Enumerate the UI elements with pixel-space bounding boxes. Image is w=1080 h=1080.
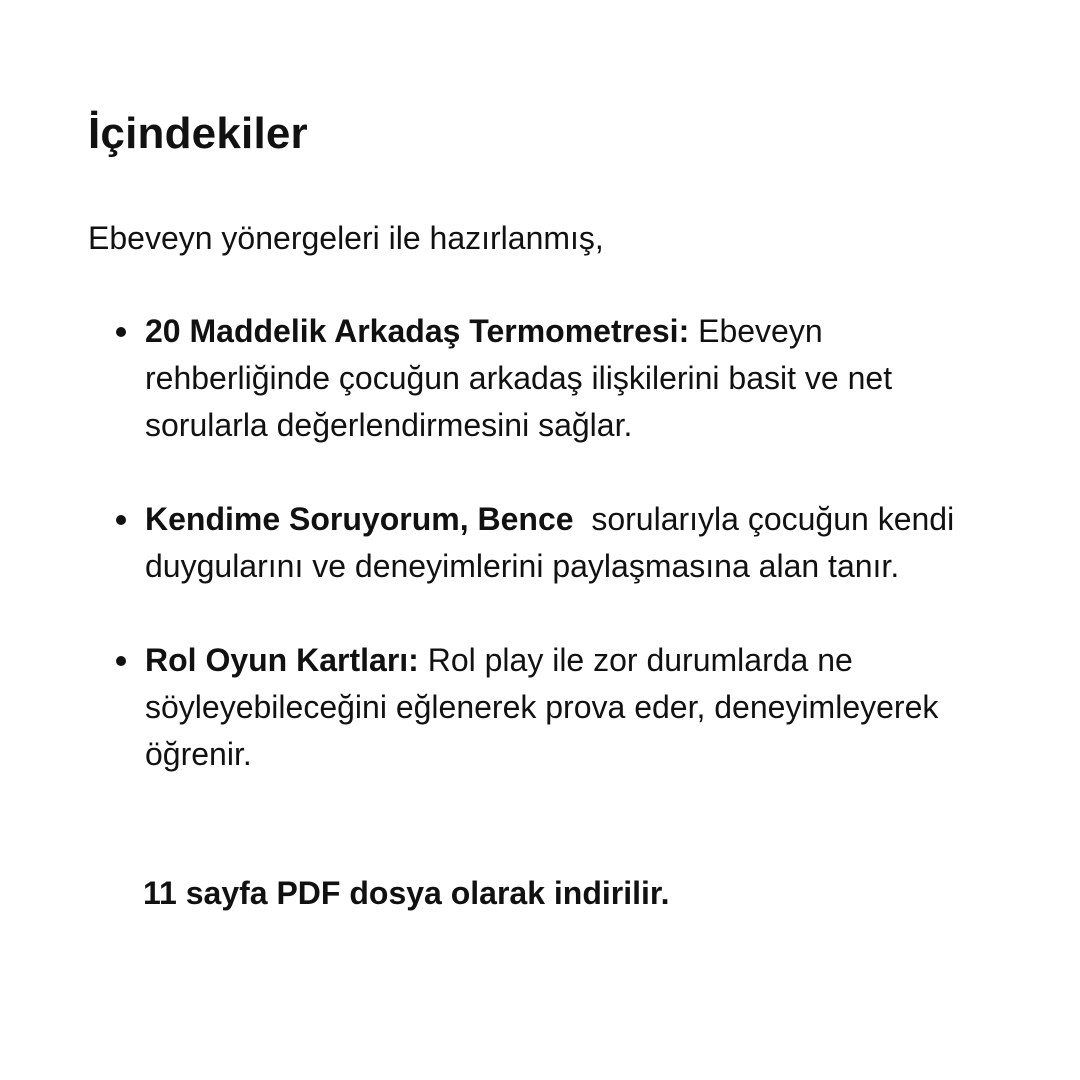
bullet-icon [116, 656, 126, 666]
bullet-icon [116, 515, 126, 525]
item-description: Ebeveyn rehberliğinde çocuğun arkadaş ilişkilerini basit ve net sorularla değerlendirmesini sağlar. [145, 313, 901, 443]
list-item [145, 308, 1005, 449]
page-title: İçindekiler [88, 109, 308, 158]
item-title: Kendime Soruyorum, Bence [145, 501, 574, 537]
item-title: Rol Oyun Kartları: [145, 642, 419, 678]
bullet-icon [116, 327, 126, 337]
download-note: 11 sayfa PDF dosya olarak indirilir. [143, 875, 670, 911]
item-title: 20 Maddelik Arkadaş Termometresi: [145, 313, 690, 349]
list-item [145, 496, 1005, 590]
intro-text: Ebeveyn yönergeleri ile hazırlanmış, [88, 220, 604, 256]
list-item [145, 637, 1005, 778]
contents-list [145, 308, 1005, 825]
item-description: sorularıyla çocuğun kendi duygularını ve deneyimlerini paylaşmasına alan tanır. [145, 501, 964, 584]
item-description: Rol play ile zor durumlarda ne söyleyebileceğini eğlenerek prova eder, deneyimleyerek öğrenir. [145, 642, 948, 772]
